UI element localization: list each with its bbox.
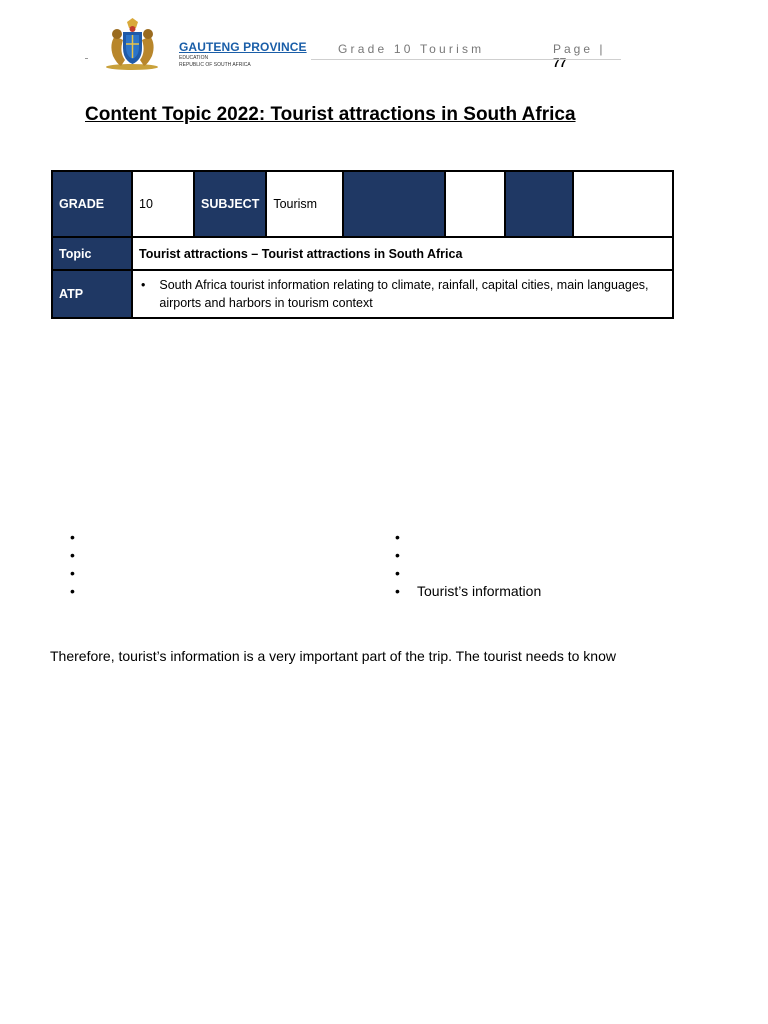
header-rule: [311, 59, 621, 60]
empty-cell: [445, 171, 505, 237]
org-country: REPUBLIC OF SOUTH AFRICA: [179, 62, 251, 68]
list-item: [70, 564, 92, 582]
table-row: [52, 171, 673, 237]
subject-value: Tourism: [266, 171, 343, 237]
list-item: [70, 546, 92, 564]
table-row: [52, 270, 673, 318]
empty-header-cell: [343, 171, 445, 237]
page-title: Content Topic 2022: Tourist attractions in South Africa: [85, 104, 576, 125]
list-item: • Tourist’s information: [395, 582, 541, 600]
list-item: [395, 528, 541, 546]
grade-label: GRADE: [52, 171, 132, 237]
atp-cell: [132, 270, 673, 318]
page-indicator: [553, 42, 625, 70]
page-header: [85, 18, 625, 72]
page-label: Page |: [553, 42, 606, 56]
atp-bullet: •: [141, 278, 146, 292]
org-name-block: [179, 40, 307, 68]
page-number: 77: [553, 56, 567, 70]
subject-label: SUBJECT: [194, 171, 266, 237]
org-dept: EDUCATION: [179, 55, 209, 61]
coat-of-arms-icon: [105, 18, 160, 70]
empty-cell: [573, 171, 673, 237]
body-paragraph: Therefore, tourist’s information is a very important part of the trip. The tourist needs to know: [50, 648, 616, 664]
atp-value: South Africa tourist information relating to climate, rainfall, capital cities, main languages, airports and harbors in tourism context: [159, 278, 649, 310]
right-bullet-list: [395, 528, 541, 600]
table-row: [52, 237, 673, 270]
org-name: GAUTENG PROVINCE: [179, 40, 307, 54]
header-dash: [85, 58, 88, 59]
topic-info-table: [51, 170, 674, 319]
topic-label: Topic: [52, 237, 132, 270]
list-item: [70, 582, 92, 600]
list-item: [395, 564, 541, 582]
topic-value: Tourist attractions – Tourist attractions in South Africa: [132, 237, 673, 270]
atp-label: ATP: [52, 270, 132, 318]
grade-value: 10: [132, 171, 194, 237]
course-name: Grade 10 Tourism: [338, 42, 485, 56]
empty-header-cell: [505, 171, 573, 237]
left-bullet-list: [70, 528, 92, 600]
list-item: [70, 528, 92, 546]
list-item: [395, 546, 541, 564]
